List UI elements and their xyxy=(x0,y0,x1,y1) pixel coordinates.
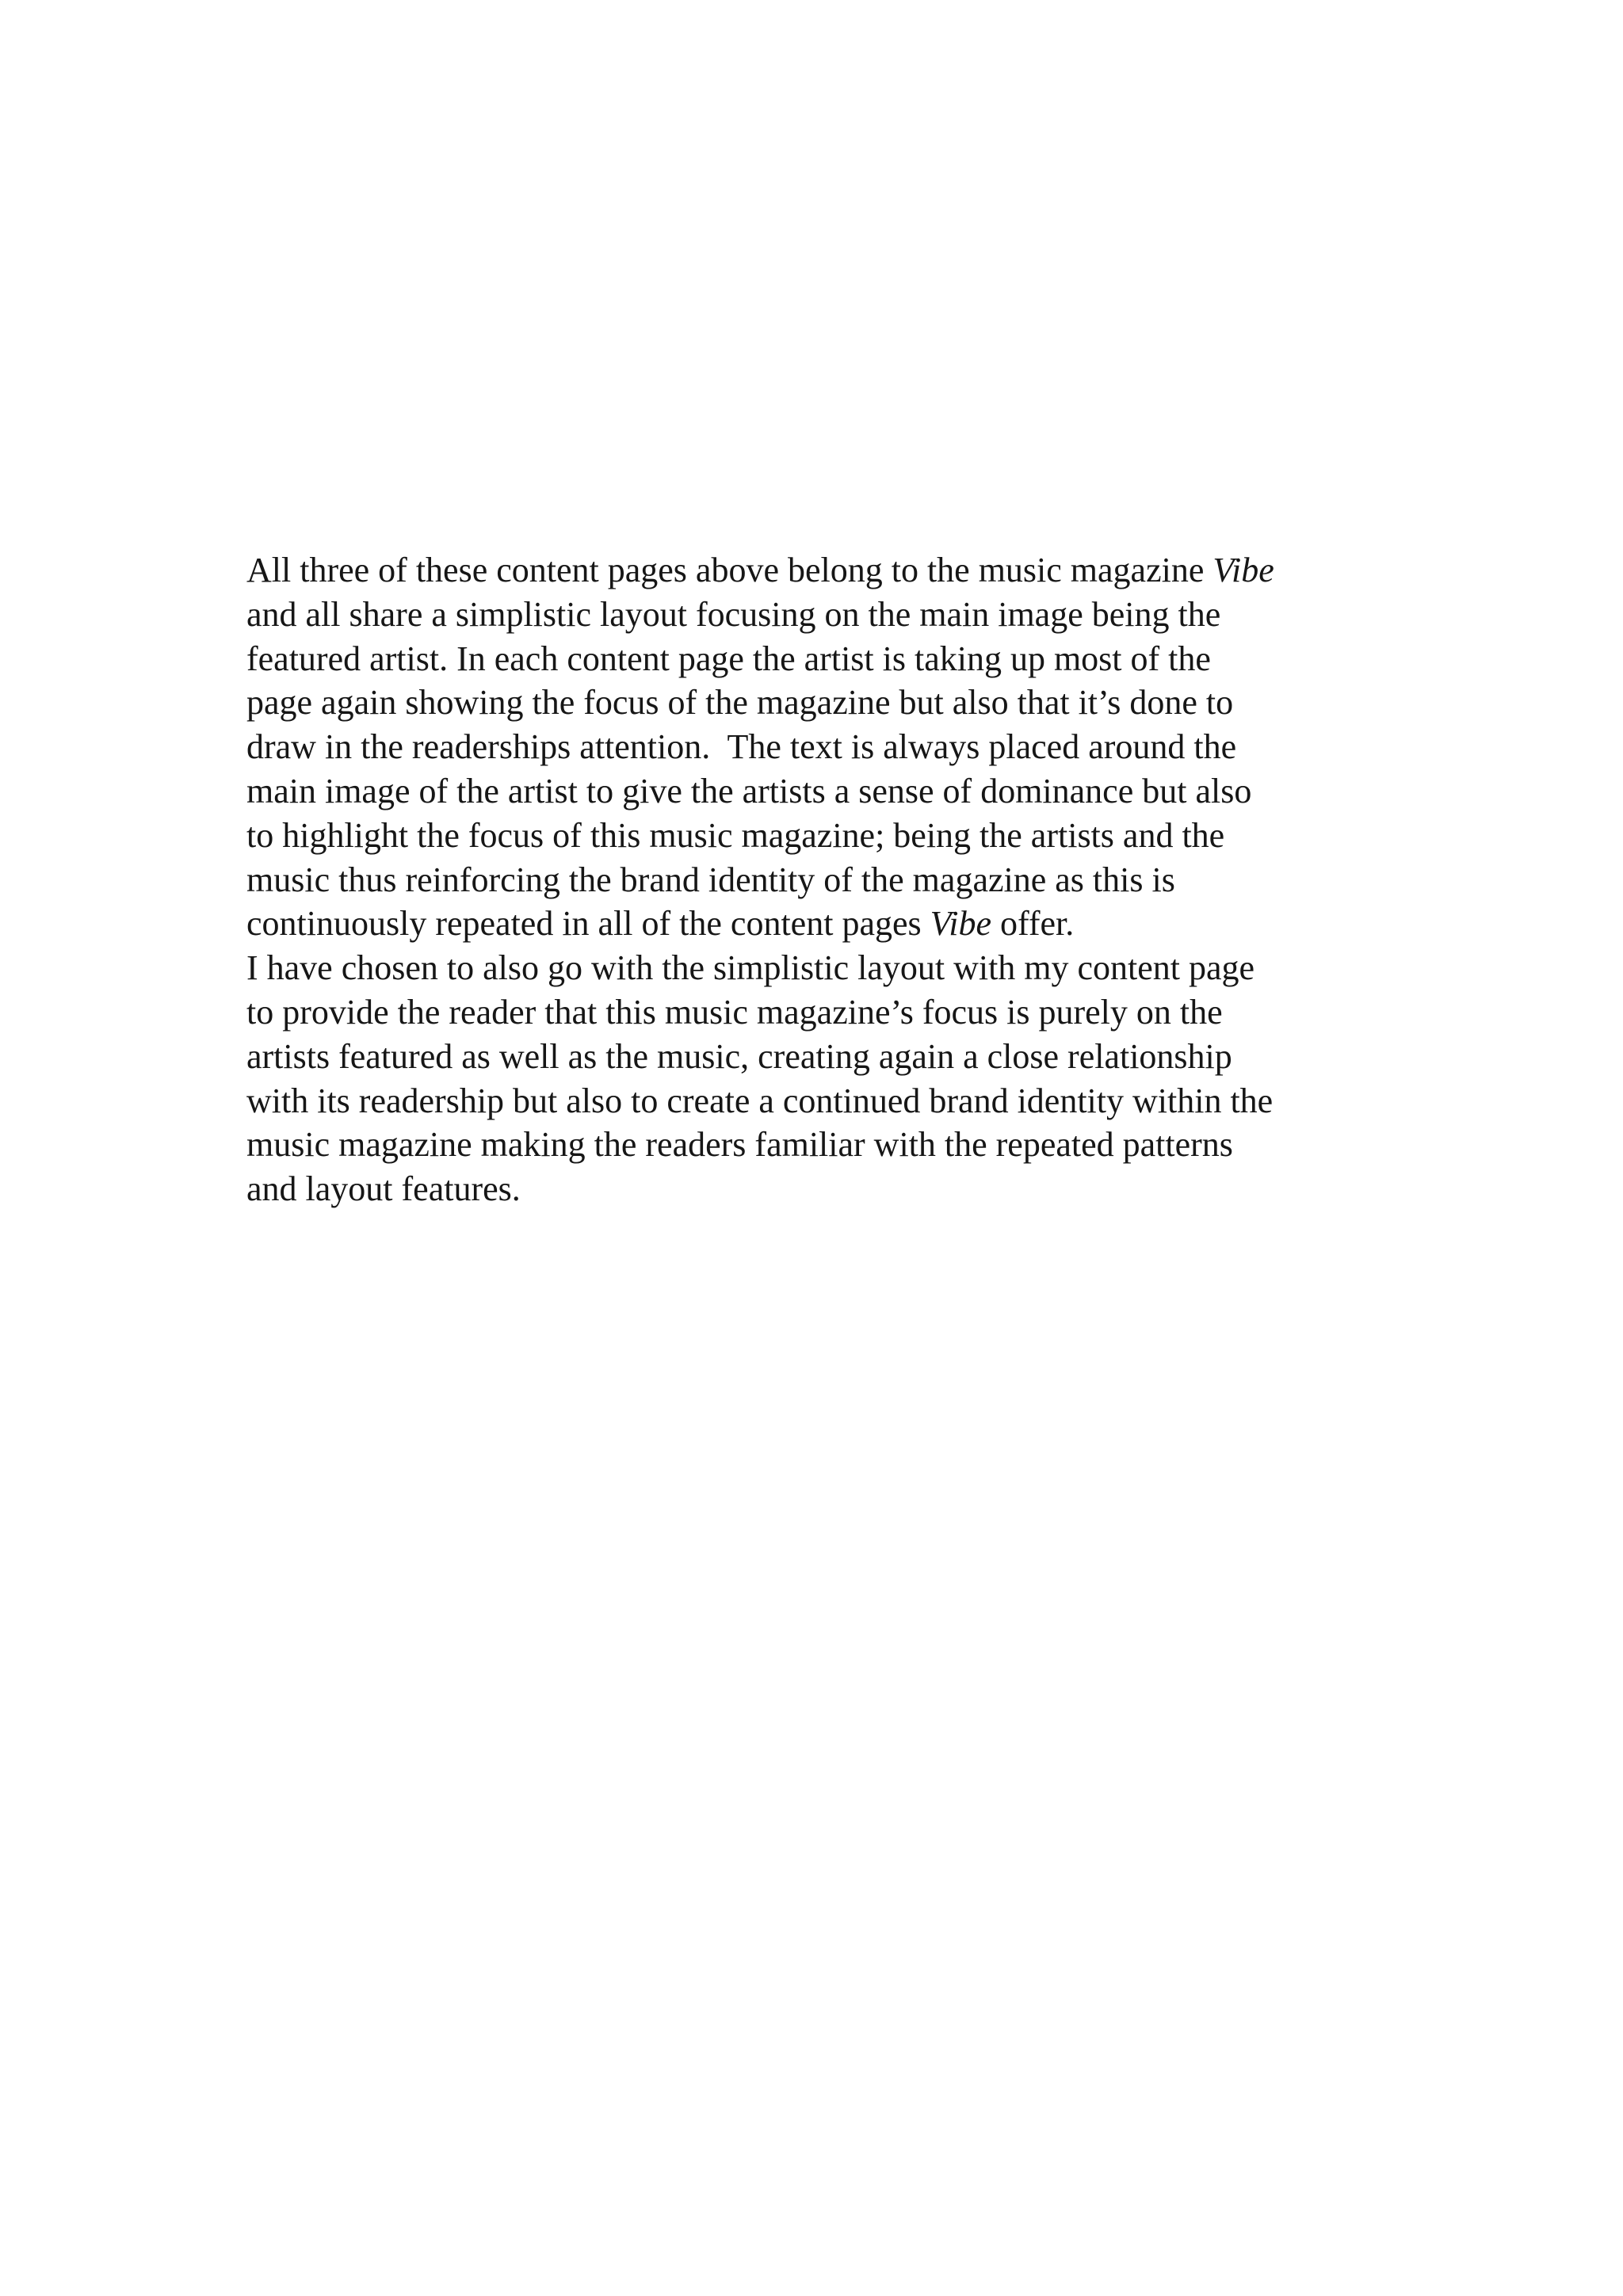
text-line xyxy=(246,1035,1403,1079)
text-run: to highlight the focus of this music magazine; being the artists and the xyxy=(246,815,1225,855)
text-line xyxy=(246,1079,1403,1123)
magazine-title-italic: Vibe xyxy=(1212,551,1274,589)
text-line xyxy=(246,769,1403,814)
text-line xyxy=(246,990,1403,1035)
text-run: with its readership but also to create a continued brand identity within the xyxy=(246,1081,1274,1120)
text-run: artists featured as well as the music, creating again a close relationship xyxy=(246,1036,1232,1076)
text-run: and layout features. xyxy=(246,1169,521,1209)
text-run: and all share a simplistic layout focusing on the main image being the xyxy=(246,594,1221,634)
text-line xyxy=(246,1167,1403,1211)
text-run: offer. xyxy=(991,904,1075,944)
text-run: music magazine making the readers familiar with the repeated patterns xyxy=(246,1125,1233,1165)
text-run: to provide the reader that this music magazine’s focus is purely on the xyxy=(246,992,1223,1032)
text-run: All three of these content pages above belong to the music magazine xyxy=(246,551,1213,589)
text-run: page again showing the focus of the magazine but also that it’s done to xyxy=(246,683,1234,723)
text-line xyxy=(246,1123,1403,1167)
text-line xyxy=(246,902,1403,946)
text-run: draw in the readerships attention. The text is always placed around the xyxy=(246,727,1237,767)
text-run: music thus reinforcing the brand identity of the magazine as this is xyxy=(246,860,1175,899)
text-line xyxy=(246,814,1403,858)
text-line xyxy=(246,858,1403,902)
text-line xyxy=(246,548,1403,593)
body-text xyxy=(246,548,1403,1211)
text-line xyxy=(246,593,1403,637)
text-line xyxy=(246,725,1403,769)
magazine-title-italic: Vibe xyxy=(930,904,991,944)
text-run: featured artist. In each content page the artist is taking up most of the xyxy=(246,639,1211,678)
text-run: main image of the artist to give the artists a sense of dominance but also xyxy=(246,771,1252,810)
text-run: I have chosen to also go with the simplistic layout with my content page xyxy=(246,948,1255,988)
text-line xyxy=(246,637,1403,681)
text-line xyxy=(246,681,1403,725)
text-line xyxy=(246,946,1403,990)
text-run: continuously repeated in all of the content pages xyxy=(246,904,930,944)
